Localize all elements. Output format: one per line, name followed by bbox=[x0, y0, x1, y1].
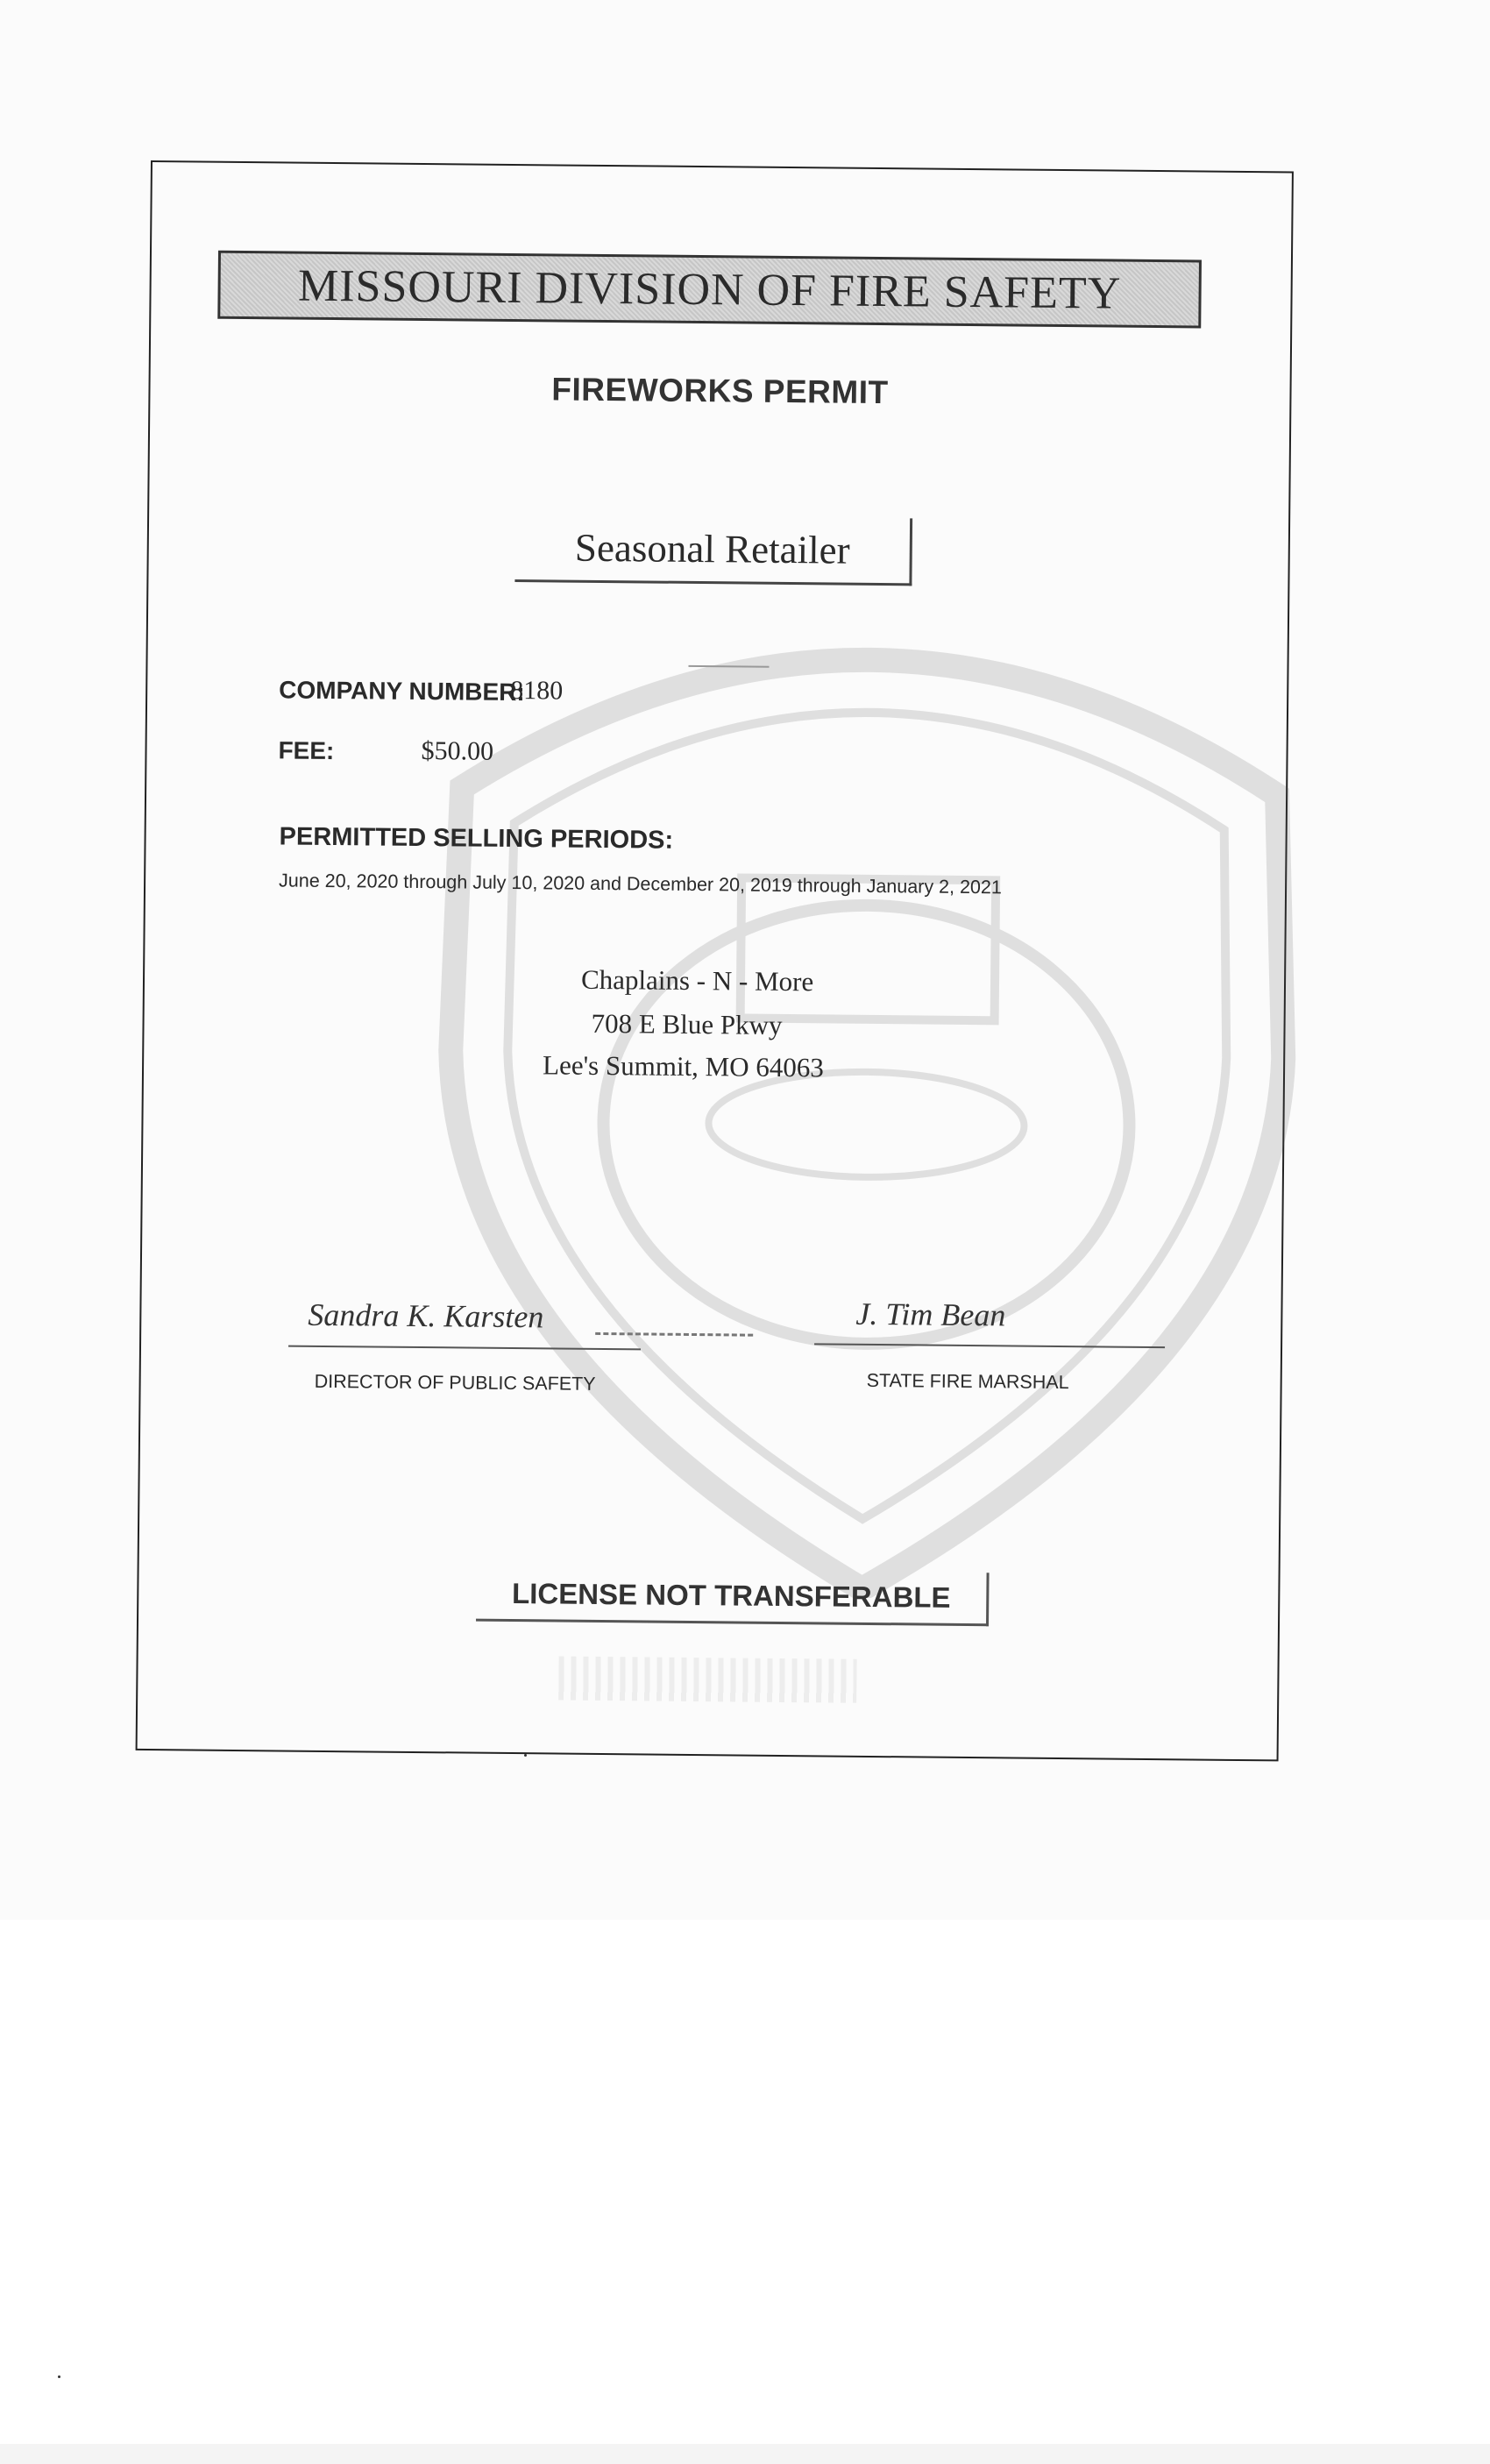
permit-title: FIREWORKS PERMIT bbox=[551, 371, 889, 411]
permit-type: Seasonal Retailer bbox=[574, 525, 850, 572]
business-street: 708 E Blue Pkwy bbox=[591, 1007, 783, 1040]
transfer-notice-box bbox=[476, 1568, 990, 1627]
business-name: Chaplains - N - More bbox=[580, 963, 814, 998]
fee-label: FEE: bbox=[278, 736, 335, 765]
fee-value: $50.00 bbox=[421, 735, 494, 766]
company-number-label: COMPANY NUMBER: bbox=[279, 676, 525, 707]
transfer-notice: LICENSE NOT TRANSFERABLE bbox=[511, 1577, 951, 1614]
selling-periods-text: June 20, 2020 through July 10, 2020 and December 20, 2019 through January 2, 2021 bbox=[279, 870, 1002, 898]
signature-line-director bbox=[288, 1346, 641, 1351]
signature-line-fire-marshal bbox=[814, 1343, 1165, 1348]
permit-type-box bbox=[514, 515, 912, 586]
agency-name: MISSOURI DIVISION OF FIRE SAFETY bbox=[297, 260, 1122, 319]
selling-periods-label: PERMITTED SELLING PERIODS: bbox=[279, 822, 674, 855]
scan-speck bbox=[58, 2375, 60, 2378]
scan-speck bbox=[524, 1754, 527, 1757]
divider bbox=[688, 665, 769, 668]
title-fire-marshal: STATE FIRE MARSHAL bbox=[866, 1369, 1069, 1394]
scan-bottom-edge bbox=[0, 2444, 1490, 2464]
company-number-value: 8180 bbox=[510, 675, 564, 706]
permit-document bbox=[136, 160, 1294, 1761]
signature-fire-marshal: J. Tim Bean bbox=[855, 1296, 1006, 1333]
signature-dashes bbox=[595, 1332, 753, 1337]
title-director: DIRECTOR OF PUBLIC SAFETY bbox=[314, 1370, 596, 1395]
bleed-through-text bbox=[558, 1657, 856, 1703]
business-city-state-zip: Lee's Summit, MO 64063 bbox=[542, 1049, 825, 1083]
signature-director: Sandra K. Karsten bbox=[308, 1296, 544, 1335]
agency-banner bbox=[217, 251, 1202, 329]
department-seal-watermark-icon bbox=[401, 559, 1331, 1602]
